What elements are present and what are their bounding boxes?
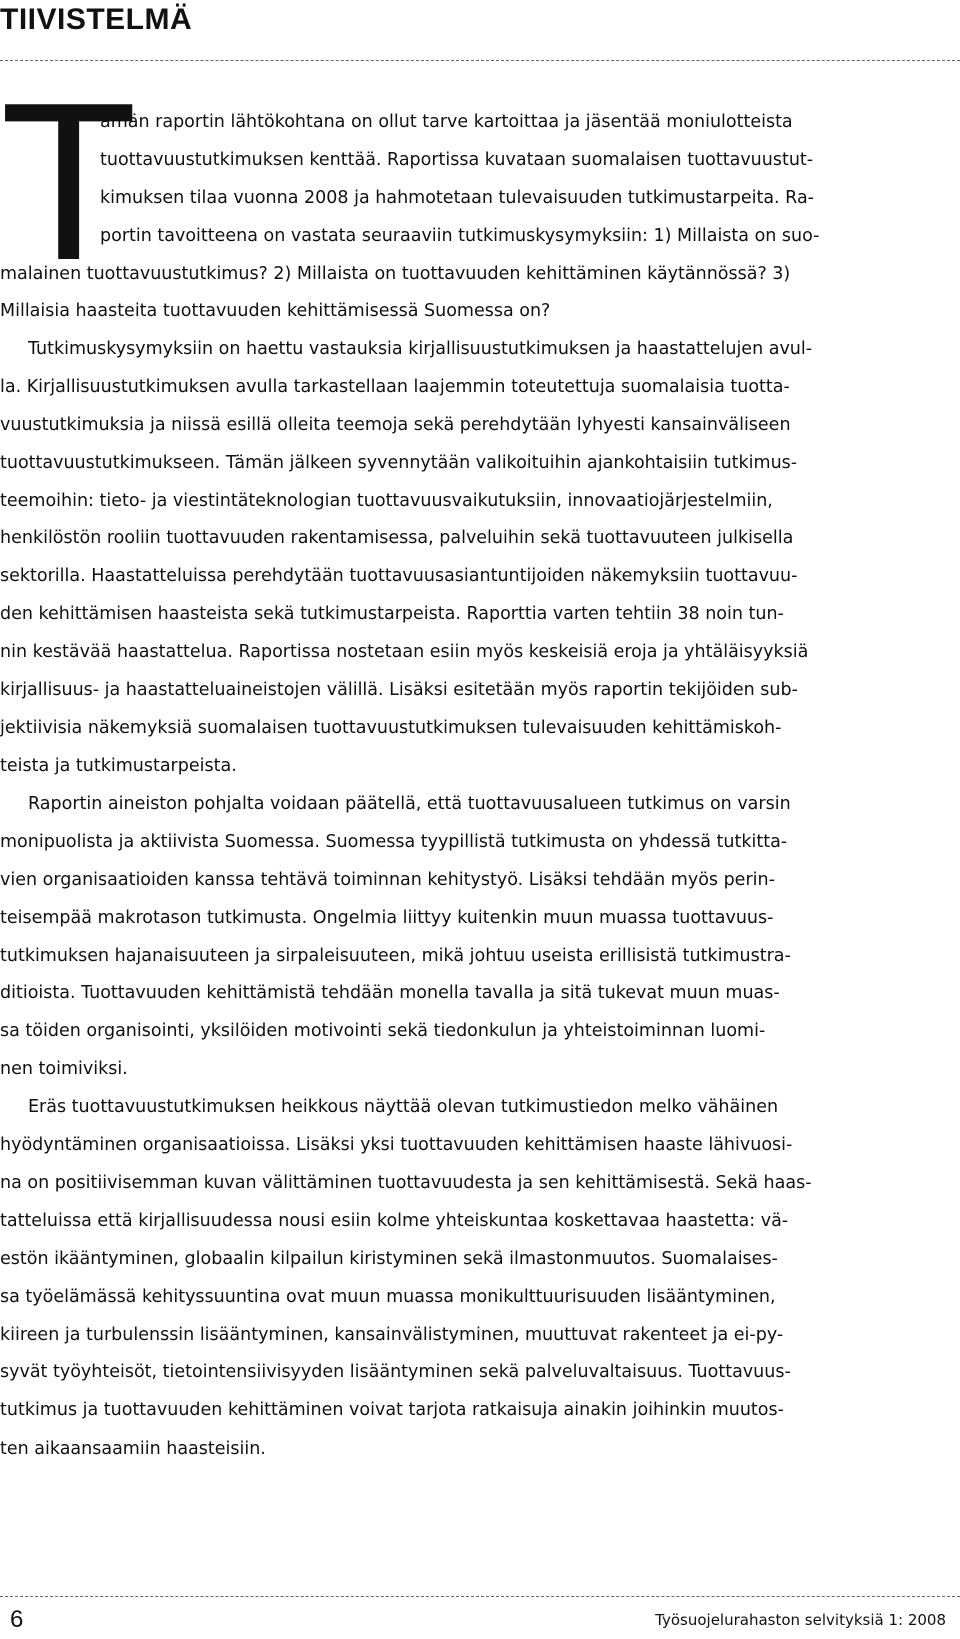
text-line: sa työelämässä kehityssuuntina ovat muun muassa monikulttuurisuuden lisääntyminen, (0, 1287, 776, 1307)
page-number: 6 (10, 1606, 24, 1633)
text-line: jektiivisia näkemyksiä suomalaisen tuottavuustutkimuksen tulevaisuuden kehittämiskoh- (0, 718, 782, 738)
text-line: tutkimus ja tuottavuuden kehittäminen voivat tarjota ratkaisuja ainakin joihinkin muutos- (0, 1400, 784, 1420)
drop-cap: T (0, 55, 138, 307)
text-line: Eräs tuottavuustutkimuksen heikkous näyttää olevan tutkimustiedon melko vähäinen (28, 1097, 779, 1117)
text-line: estön ikääntyminen, globaalin kilpailun kiristyminen sekä ilmastonmuutos. Suomalaises- (0, 1249, 778, 1269)
text-line: malainen tuottavuustutkimus? 2) Millaista on tuottavuuden kehittäminen käytännössä? 3) (0, 264, 791, 284)
text-line: nen toimiviksi. (0, 1059, 128, 1079)
text-line: vien organisaatioiden kanssa tehtävä toiminnan kehitystyö. Lisäksi tehdään myös perin- (0, 870, 775, 890)
page-title: TIIVISTELMÄ (0, 3, 193, 36)
text-line: henkilöstön rooliin tuottavuuden rakentamisessa, palveluihin sekä tuottavuuteen julkisella (0, 528, 794, 548)
text-line: monipuolista ja aktiivista Suomessa. Suomessa tyypillistä tutkimusta on yhdessä tutkitta- (0, 832, 788, 852)
text-line: teisempää makrotason tutkimusta. Ongelmia liittyy kuitenkin muun muassa tuottavuus- (0, 908, 774, 928)
text-line: nin kestävää haastattelua. Raportissa nostetaan esiin myös keskeisiä eroja ja yhtäläisyyksiä (0, 642, 809, 662)
text-line: sektorilla. Haastatteluissa perehdytään tuottavuusasiantuntijoiden näkemyksiin tuottavuu- (0, 566, 798, 586)
text-line: tuottavuustutkimuksen kenttää. Raportissa kuvataan suomalaisen tuottavuustut- (100, 150, 814, 170)
bottom-divider (0, 1596, 960, 1597)
text-line: tatteluissa että kirjallisuudessa nousi esiin kolme yhteiskuntaa koskettavaa haastetta: vä- (0, 1211, 789, 1231)
text-line: tutkimuksen hajanaisuuteen ja sirpaleisuuteen, mikä johtuu useista erillisistä tutkimustra- (0, 946, 791, 966)
text-line: Raportin aineiston pohjalta voidaan päätellä, että tuottavuusalueen tutkimus on varsin (28, 794, 791, 814)
text-line: Millaisia haasteita tuottavuuden kehittämisessä Suomessa on? (0, 301, 551, 321)
text-line: Tutkimuskysymyksiin on haettu vastauksia kirjallisuustutkimuksen ja haastattelujen avul- (28, 339, 813, 359)
text-line: vuustutkimuksia ja niissä esillä olleita teemoja sekä perehdytään lyhyesti kansainväliseen (0, 415, 791, 435)
text-line: sa töiden organisointi, yksilöiden motivointi sekä tiedonkulun ja yhteistoiminnan luomi- (0, 1021, 766, 1041)
text-line: la. Kirjallisuustutkimuksen avulla tarkastellaan laajemmin toteutettuja suomalaisia tuotta- (0, 377, 790, 397)
text-line: kiireen ja turbulenssin lisääntyminen, kansainvälistyminen, muuttuvat rakenteet ja ei-py- (0, 1325, 784, 1345)
text-line: kirjallisuus- ja haastatteluaineistojen välillä. Lisäksi esitetään myös raportin tekijöiden sub- (0, 680, 798, 700)
text-line: portin tavoitteena on vastata seuraaviin tutkimuskysymyksiin: 1) Millaista on suo- (100, 226, 820, 246)
text-line: syvät työyhteisöt, tietointensiivisyyden lisääntyminen sekä palveluvaltaisuus. Tuottavuus- (0, 1362, 791, 1382)
text-line: tuottavuustutkimukseen. Tämän jälkeen syvennytään valikoituihin ajankohtaisiin tutkimus- (0, 453, 798, 473)
text-line: teemoihin: tieto- ja viestintäteknologian tuottavuusvaikutuksiin, innovaatiojärjestelmiin, (0, 491, 773, 511)
text-line: ten aikaansaamiin haasteisiin. (0, 1438, 266, 1459)
publication-footer: Työsuojelurahaston selvityksiä 1: 2008 (655, 1611, 946, 1629)
text-line: teista ja tutkimustarpeista. (0, 756, 237, 776)
text-line: den kehittämisen haasteista sekä tutkimustarpeista. Raporttia varten tehtiin 38 noin tun- (0, 604, 784, 624)
text-line: kimuksen tilaa vuonna 2008 ja hahmotetaan tulevaisuuden tutkimustarpeita. Ra- (100, 188, 814, 208)
text-line: hyödyntäminen organisaatioissa. Lisäksi yksi tuottavuuden kehittämisen haaste lähivuosi- (0, 1135, 793, 1155)
text-line: na on positiivisemman kuvan välittäminen tuottavuudesta ja sen kehittämisestä. Sekä haas- (0, 1173, 812, 1193)
text-line: ditioista. Tuottavuuden kehittämistä tehdään monella tavalla ja sitä tukevat muun muas- (0, 983, 780, 1003)
top-divider (0, 60, 960, 61)
text-line: ämän raportin lähtökohtana on ollut tarve kartoittaa ja jäsentää moniulotteista (100, 112, 793, 132)
